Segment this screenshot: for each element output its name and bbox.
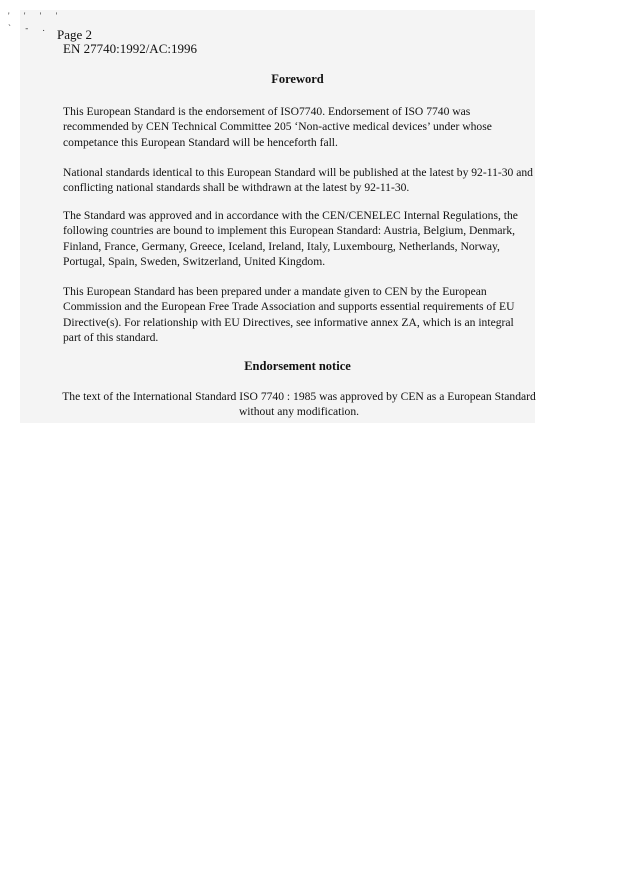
endorsement-heading: Endorsement notice: [244, 359, 351, 373]
document-number: EN 27740:1992/AC:1996: [63, 41, 197, 56]
page-label: Page 2: [57, 27, 93, 42]
scan-artifacts: ' ' ' ' ` - .: [8, 11, 64, 33]
foreword-heading: Foreword: [271, 72, 324, 86]
foreword-paragraph-4: This European Standard has been prepared under a mandate given to CEN by the European Commission and the European Free Trade Association and supports essential requirements of EU Directive(s). For relationship with EU Directives, see informative annex ZA, which is an integral part of this standard.: [63, 285, 515, 345]
foreword-paragraph-2: National standards identical to this European Standard will be published at the latest by 92-11-30 and conflicting national standards shall be withdrawn at the latest by 92-11-30.: [63, 166, 533, 195]
endorsement-text: The text of the International Standard ISO 7740 : 1985 was approved by CEN as a European Standard without any modification.: [62, 390, 536, 419]
foreword-paragraph-1: This European Standard is the endorsement of ISO7740. Endorsement of ISO 7740 was recommended by CEN Technical Committee 205 ‘Non-active medical devices’ under whose competance this European Standard will be henceforth fall.: [63, 105, 492, 149]
foreword-paragraph-3: The Standard was approved and in accordance with the CEN/CENELEC Internal Regulations, the following countries are bound to implement this European Standard: Austria, Belgium, Denmark, Finland, France, Germany, Greece, Iceland, Ireland, Italy, Luxembourg, Netherlands, Norway, Portugal, Spain, Sweden, Switzerland, United Kingdom.: [63, 209, 518, 269]
